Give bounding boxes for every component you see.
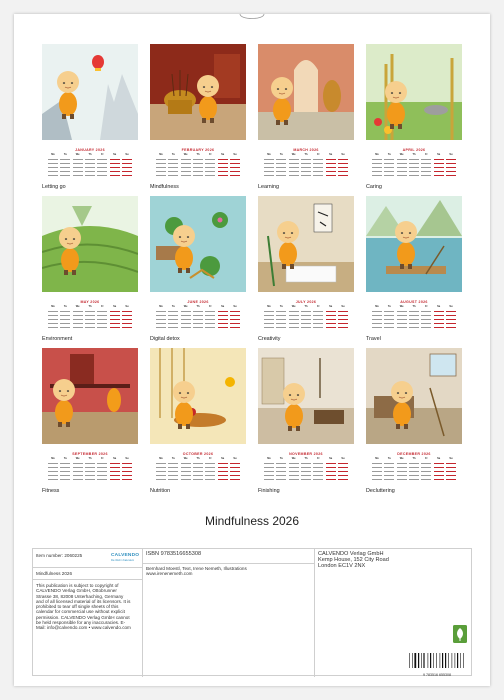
weekday-label: Fr: [317, 457, 320, 460]
week-row: [258, 478, 354, 482]
weekday-label: Mo: [267, 457, 271, 460]
weekday-label: Sa: [221, 305, 225, 308]
weekday-label: Th: [88, 153, 92, 156]
month-cell: [258, 44, 354, 196]
month-cell: [150, 44, 246, 196]
month-illustration: [42, 348, 138, 444]
month-name: JULY 2026: [295, 300, 317, 304]
product-title: Mindfulness 2026: [36, 571, 73, 576]
month-cell: [258, 348, 354, 500]
weekday-label: Fr: [317, 153, 320, 156]
weekday-label: Su: [341, 153, 345, 156]
info-column-middle: [143, 549, 315, 677]
weekday-label: Tu: [387, 305, 391, 308]
month-calendar: [258, 143, 354, 178]
week-row: [150, 326, 246, 330]
month-name: JANUARY 2026: [75, 148, 105, 152]
month-illustration: [150, 196, 246, 292]
month-theme: Creativity: [258, 336, 281, 342]
month-theme: Finishing: [258, 488, 280, 494]
weekday-header: [258, 153, 354, 157]
month-illustration: [42, 196, 138, 292]
weekday-label: Th: [196, 457, 200, 460]
weekday-label: We: [291, 457, 296, 460]
weekday-label: Th: [196, 153, 200, 156]
month-name: SEPTEMBER 2026: [72, 452, 108, 456]
weekday-label: Tu: [387, 457, 391, 460]
weekday-label: We: [399, 457, 404, 460]
month-calendar: [150, 447, 246, 482]
month-cell: [42, 196, 138, 348]
weekday-label: Tu: [279, 457, 283, 460]
weekday-label: Fr: [209, 457, 212, 460]
month-illustration: [42, 44, 138, 140]
weekday-label: Fr: [101, 153, 104, 156]
weekday-label: Fr: [317, 305, 320, 308]
weekday-label: Su: [341, 305, 345, 308]
info-box: [32, 548, 472, 676]
weekday-label: Su: [449, 153, 453, 156]
publisher-logo: CALVENDO: [111, 553, 140, 558]
weekday-label: Tu: [279, 153, 283, 156]
month-calendar: [258, 295, 354, 330]
week-row: [366, 478, 462, 482]
author-credit: Bernhard Moestl, Text, Irene Nemeth, Illustrations: [146, 566, 247, 571]
weekday-label: Fr: [209, 305, 212, 308]
month-calendar: [366, 295, 462, 330]
weekday-label: We: [291, 305, 296, 308]
weekday-label: Tu: [279, 305, 283, 308]
weekday-label: Sa: [437, 305, 441, 308]
weekday-label: Mo: [159, 457, 163, 460]
month-calendar: [366, 447, 462, 482]
month-theme: Letting go: [42, 184, 66, 190]
weekday-label: Su: [233, 305, 237, 308]
month-theme: Travel: [366, 336, 381, 342]
month-cell: [258, 196, 354, 348]
weekday-label: Tu: [171, 153, 175, 156]
weekday-label: Su: [233, 153, 237, 156]
month-cell: [42, 44, 138, 196]
month-illustration: [366, 196, 462, 292]
month-name: MARCH 2026: [293, 148, 319, 152]
month-name: MAY 2026: [80, 300, 100, 304]
month-cell: [150, 196, 246, 348]
weekday-label: Sa: [437, 457, 441, 460]
month-illustration: [366, 44, 462, 140]
weekday-label: Th: [412, 457, 416, 460]
publisher-logo-tagline: Die Welt in Kalendern: [111, 559, 135, 562]
week-row: [42, 174, 138, 178]
info-column-left: [33, 549, 143, 677]
weekday-label: Fr: [425, 457, 428, 460]
month-calendar: [42, 143, 138, 178]
weekday-label: Th: [304, 305, 308, 308]
weekday-label: Tu: [63, 153, 67, 156]
month-theme: Fitness: [42, 488, 60, 494]
weekday-label: Mo: [375, 305, 379, 308]
weekday-label: Th: [412, 305, 416, 308]
weekday-label: Tu: [171, 305, 175, 308]
weekday-label: Tu: [63, 457, 67, 460]
month-calendar: [150, 143, 246, 178]
weekday-label: We: [75, 153, 80, 156]
week-row: [42, 478, 138, 482]
month-name: DECEMBER 2026: [397, 452, 431, 456]
weekday-label: Su: [125, 457, 129, 460]
weekday-label: Mo: [51, 153, 55, 156]
weekday-label: Th: [88, 305, 92, 308]
week-row: [150, 478, 246, 482]
weekday-header: [150, 305, 246, 309]
weekday-label: Tu: [63, 305, 67, 308]
month-name: OCTOBER 2026: [182, 452, 214, 456]
weekday-header: [42, 457, 138, 461]
rights-text: This publication is subject to copyright of CALVENDO Verlag GmbH, Ottobrunner Strasse 38, 82008 Unterhaching, Germany and of all licensed material of its licensors. It is prohibited to tear off single sheets of this calendar for commercial use without explicit permission. CALVENDO Verlag GmbH cannot be held responsible for any inaccuracies. E-Mail: info@calvendo.com • www.calvendo.com: [36, 583, 131, 631]
weekday-label: Mo: [159, 153, 163, 156]
weekday-label: Su: [449, 305, 453, 308]
month-theme: Learning: [258, 184, 279, 190]
weekday-header: [150, 153, 246, 157]
weekday-header: [366, 305, 462, 309]
weekday-header: [150, 457, 246, 461]
month-cell: [42, 348, 138, 500]
weekday-label: Mo: [375, 457, 379, 460]
weekday-label: We: [399, 153, 404, 156]
fsc-badge: [453, 625, 467, 643]
weekday-label: Sa: [329, 457, 333, 460]
month-calendar: [366, 143, 462, 178]
calendar-sheet: [14, 14, 490, 686]
month-theme: Caring: [366, 184, 382, 190]
barcode-number: 9 783516 655308: [423, 673, 451, 677]
month-cell: [150, 348, 246, 500]
weekday-label: We: [75, 457, 80, 460]
month-illustration: [258, 44, 354, 140]
week-row: [366, 326, 462, 330]
weekday-label: Mo: [267, 153, 271, 156]
weekday-label: We: [183, 305, 188, 308]
weekday-header: [42, 305, 138, 309]
weekday-label: Su: [341, 457, 345, 460]
isbn: ISBN 9783516655308: [146, 551, 202, 557]
author-url: www.irenenemeth.com: [146, 571, 193, 576]
weekday-label: Sa: [329, 153, 333, 156]
weekday-label: Mo: [159, 305, 163, 308]
month-illustration: [150, 348, 246, 444]
publisher-address: CALVENDO Verlag GmbH Kemp House, 152 City Road London EC1V 2NX: [318, 551, 389, 570]
week-row: [258, 326, 354, 330]
month-theme: Nutrition: [150, 488, 171, 494]
week-row: [366, 174, 462, 178]
month-cell: [366, 44, 462, 196]
month-theme: Mindfulness: [150, 184, 179, 190]
month-name: FEBRUARY 2026: [181, 148, 215, 152]
weekday-header: [366, 457, 462, 461]
month-row: [42, 196, 462, 348]
weekday-label: We: [75, 305, 80, 308]
month-illustration: [258, 196, 354, 292]
weekday-label: Tu: [171, 457, 175, 460]
item-number: Item number: 2060225: [36, 553, 83, 558]
month-name: AUGUST 2026: [400, 300, 428, 304]
month-calendar: [42, 447, 138, 482]
weekday-label: Th: [412, 153, 416, 156]
weekday-label: Tu: [387, 153, 391, 156]
weekday-label: Mo: [51, 305, 55, 308]
month-name: NOVEMBER 2026: [289, 452, 323, 456]
isbn-barcode: [407, 653, 467, 678]
month-name: APRIL 2026: [402, 148, 426, 152]
weekday-label: Sa: [437, 153, 441, 156]
month-calendar: [258, 447, 354, 482]
week-row: [42, 326, 138, 330]
weekday-label: Fr: [425, 305, 428, 308]
weekday-label: We: [399, 305, 404, 308]
weekday-label: We: [183, 457, 188, 460]
wire-binding: [14, 14, 490, 24]
weekday-label: Sa: [221, 153, 225, 156]
weekday-label: Su: [125, 305, 129, 308]
month-illustration: [150, 44, 246, 140]
month-name: JUNE 2026: [187, 300, 209, 304]
weekday-label: Sa: [113, 153, 117, 156]
weekday-label: Th: [304, 153, 308, 156]
weekday-label: Su: [125, 153, 129, 156]
weekday-header: [366, 153, 462, 157]
weekday-label: We: [291, 153, 296, 156]
month-illustration: [258, 348, 354, 444]
page-title: Mindfulness 2026: [204, 514, 300, 528]
weekday-label: Fr: [101, 305, 104, 308]
months-grid: [42, 44, 462, 500]
weekday-label: Mo: [375, 153, 379, 156]
month-row: [42, 44, 462, 196]
weekday-label: Su: [233, 457, 237, 460]
weekday-label: Th: [88, 457, 92, 460]
month-calendar: [150, 295, 246, 330]
weekday-label: We: [183, 153, 188, 156]
weekday-label: Sa: [113, 457, 117, 460]
weekday-header: [258, 305, 354, 309]
info-column-right: [315, 549, 473, 677]
weekday-label: Mo: [267, 305, 271, 308]
weekday-label: Sa: [113, 305, 117, 308]
weekday-label: Su: [449, 457, 453, 460]
weekday-label: Th: [304, 457, 308, 460]
weekday-header: [258, 457, 354, 461]
month-illustration: [366, 348, 462, 444]
weekday-label: Fr: [209, 153, 212, 156]
month-cell: [366, 348, 462, 500]
weekday-label: Th: [196, 305, 200, 308]
month-cell: [366, 196, 462, 348]
weekday-header: [42, 153, 138, 157]
month-theme: Environment: [42, 336, 73, 342]
weekday-label: Fr: [425, 153, 428, 156]
weekday-label: Sa: [221, 457, 225, 460]
week-row: [150, 174, 246, 178]
month-theme: Decluttering: [366, 488, 395, 494]
weekday-label: Mo: [51, 457, 55, 460]
weekday-label: Sa: [329, 305, 333, 308]
week-row: [258, 174, 354, 178]
month-calendar: [42, 295, 138, 330]
weekday-label: Fr: [101, 457, 104, 460]
month-theme: Digital detox: [150, 336, 180, 342]
month-row: [42, 348, 462, 500]
